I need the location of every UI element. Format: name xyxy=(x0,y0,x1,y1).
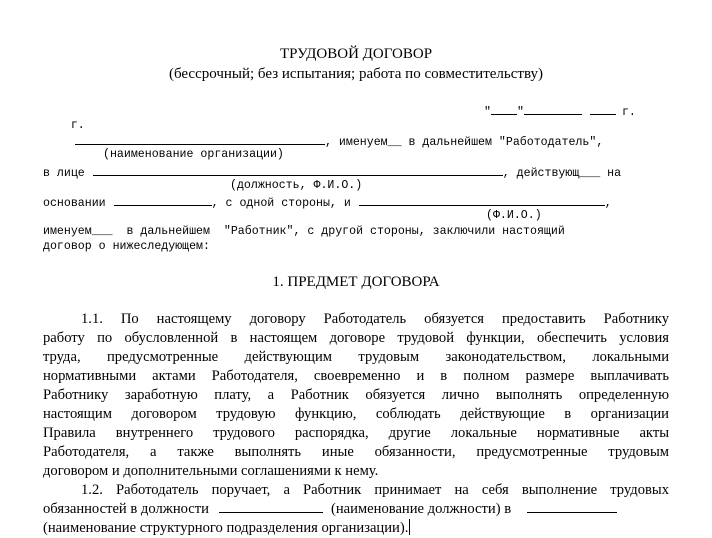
basis-suffix: , xyxy=(604,197,612,210)
date-year-suffix: г. xyxy=(621,106,636,119)
basis-blank[interactable] xyxy=(114,194,212,206)
position-hint: (наименование должности) в xyxy=(330,501,512,517)
basis-line xyxy=(43,194,643,209)
paragraph-line: труда, предусмотренные действующим трудовым законодательством, локальными xyxy=(43,349,669,365)
paragraph-line: договором и дополнительными соглашениями к нему. xyxy=(43,463,379,479)
paragraph-line: 1.1. По настоящему договору Работодатель обязуется предоставить Работнику xyxy=(81,311,669,327)
document-title: ТРУДОВОЙ ДОГОВОР xyxy=(279,46,433,62)
paragraph-line: работу по обусловленной в настоящем договоре трудовой функции, обеспечить условия xyxy=(43,330,669,346)
date-quote-close: " xyxy=(516,106,524,119)
employer-line xyxy=(43,133,643,148)
date-quote-open: " xyxy=(484,106,491,119)
organization-blank[interactable] xyxy=(75,133,325,145)
representative-blank[interactable] xyxy=(93,164,503,176)
employer-line-text: , именуем__ в дальнейшем "Работодатель", xyxy=(325,136,604,149)
paragraph-line: Правила внутреннего трудового распорядка, другие локальные нормативные акты xyxy=(43,425,669,441)
hint-organization: (наименование организации) xyxy=(103,148,284,161)
document-subtitle: (бессрочный; без испытания; работа по совместительству) xyxy=(168,66,544,82)
department-blank[interactable] xyxy=(527,501,617,513)
representative-prefix: в лице xyxy=(43,167,85,180)
basis-prefix: основании xyxy=(43,197,106,210)
basis-mid: , с одной стороны, и xyxy=(211,197,351,210)
department-line xyxy=(43,519,410,538)
section-heading: 1. ПРЕДМЕТ ДОГОВОРА xyxy=(272,274,440,290)
date-field xyxy=(484,103,636,118)
paragraph-line: Работнику заработную плату, а Работник обязуется лично выполнять определенную xyxy=(43,387,669,403)
position-prefix: обязанностей в должности xyxy=(43,501,209,517)
hint-fio: (Ф.И.О.) xyxy=(486,209,542,222)
date-month-blank[interactable] xyxy=(524,103,582,115)
paragraph-line: Работодателя, а также выполнять иные обязанности, предусмотренные трудовым xyxy=(43,444,669,460)
position-line xyxy=(43,500,669,519)
employee-line: именуем___ в дальнейшем "Работник", с другой стороны, заключили настоящий xyxy=(43,225,565,238)
paragraph-line: нормативными актами Работодателя, своевременно и в полном размере выплачивать xyxy=(43,368,669,384)
date-day-blank[interactable] xyxy=(491,103,517,115)
paragraph-line: 1.2. Работодатель поручает, а Работник принимает на себя выполнение трудовых xyxy=(81,482,669,498)
department-hint: (наименование структурного подразделения организации). xyxy=(43,520,409,536)
representative-suffix: , действующ___ на xyxy=(502,167,622,180)
city-prefix: г. xyxy=(70,119,85,132)
agreement-line: договор о нижеследующем: xyxy=(43,240,210,253)
representative-line xyxy=(43,164,643,179)
hint-position: (должность, Ф.И.О.) xyxy=(230,179,363,192)
date-year-blank[interactable] xyxy=(590,103,616,115)
paragraph-line: настоящим договором трудовую функцию, соблюдать действующие в организации xyxy=(43,406,669,422)
position-blank[interactable] xyxy=(219,501,323,513)
employee-name-blank[interactable] xyxy=(359,194,605,206)
